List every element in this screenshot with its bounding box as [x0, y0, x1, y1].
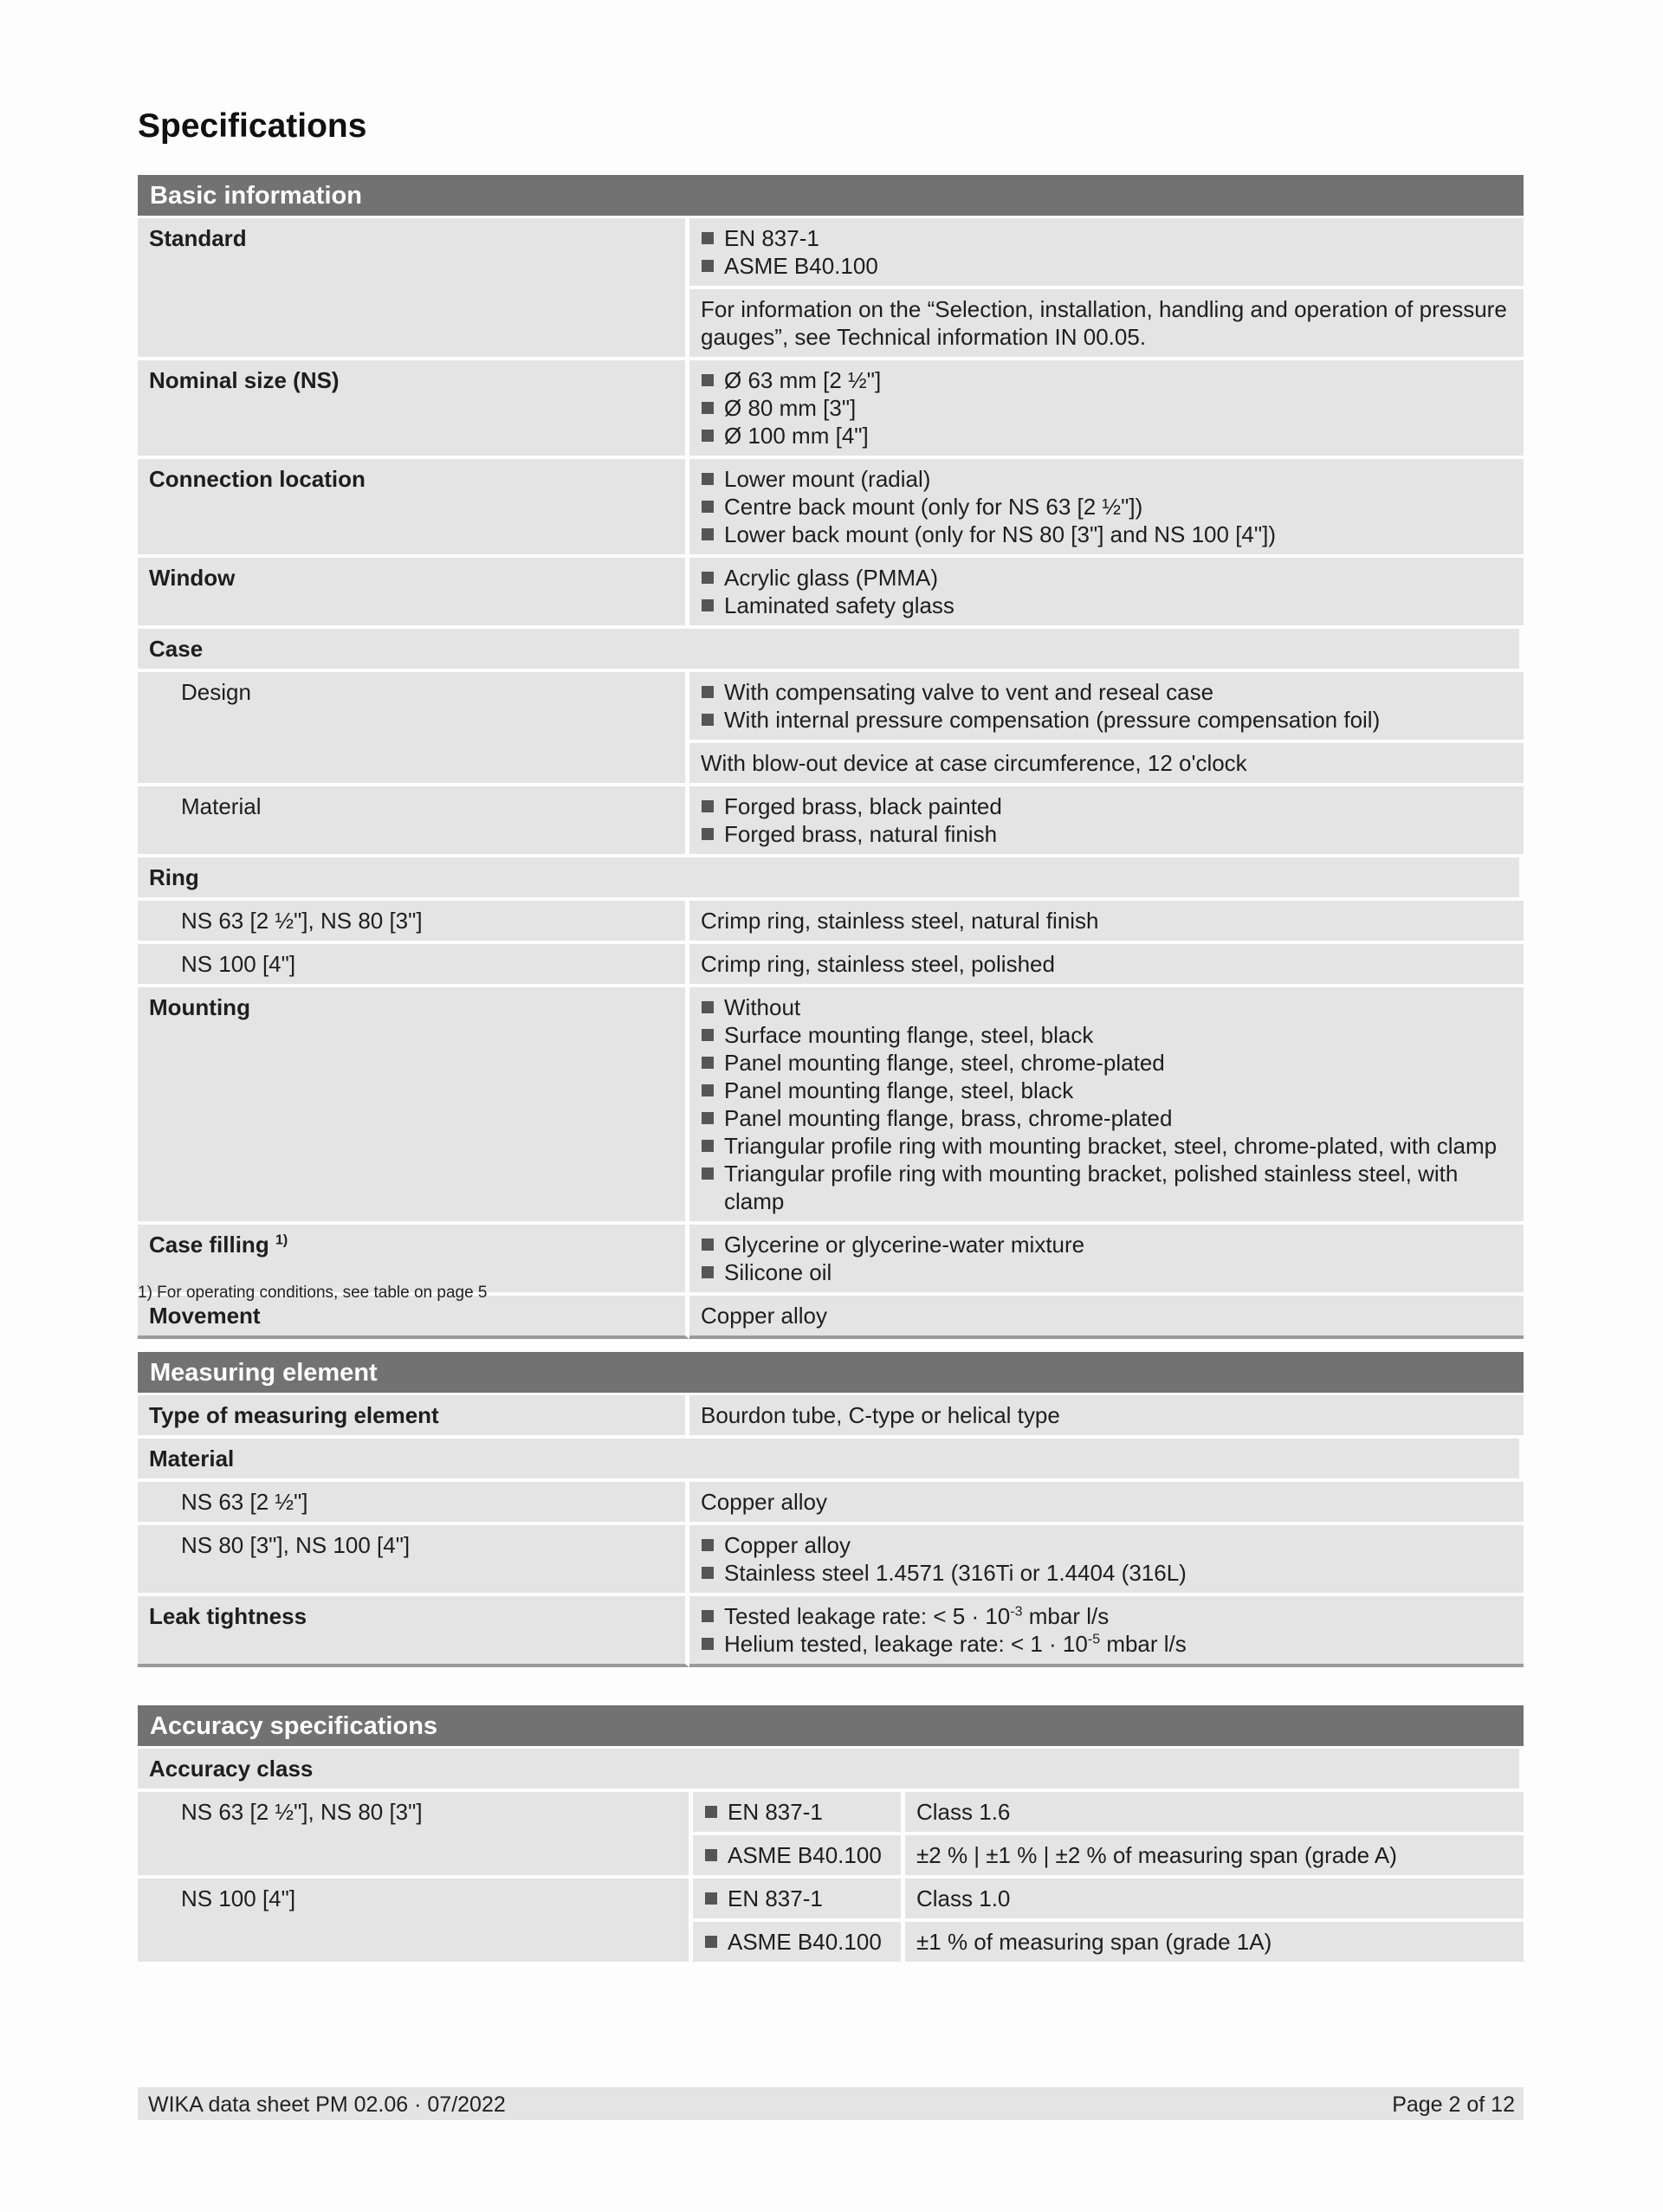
- row-label-case: Case: [138, 629, 1524, 672]
- list-item: Without: [701, 993, 1512, 1021]
- row-label-material-ns63: NS 63 [2 ½"]: [138, 1482, 689, 1525]
- row-value-leak-tightness: [689, 1596, 1524, 1667]
- footer-datasheet-ref: WIKA data sheet PM 02.06 · 07/2022: [148, 2092, 506, 2117]
- row-label-accuracy-ns100: NS 100 [4"]: [138, 1879, 693, 1965]
- table-row: [138, 629, 1524, 672]
- page-footer: [138, 2087, 1524, 2120]
- page-title: Specifications: [138, 107, 367, 145]
- table-row: [138, 672, 1524, 743]
- table-row: [138, 218, 1524, 289]
- row-label-case-design: Design: [138, 672, 689, 786]
- row-label-window: Window: [138, 558, 689, 629]
- list-item: Glycerine or glycerine-water mixture: [701, 1231, 1512, 1258]
- list-item: Panel mounting flange, steel, chrome-plated: [701, 1049, 1512, 1077]
- accuracy-value: ±1 % of measuring span (grade 1A): [905, 1922, 1524, 1965]
- section-header-basic: Basic information: [138, 175, 1524, 218]
- section-header-accuracy: Accuracy specifications: [138, 1705, 1524, 1749]
- row-label-accuracy-class: Accuracy class: [138, 1749, 1524, 1792]
- row-label-case-material: Material: [138, 786, 689, 857]
- row-label-ring-ns100: NS 100 [4"]: [138, 944, 689, 987]
- measuring-element-table: [138, 1352, 1524, 1667]
- row-value-material-ns80-100: [689, 1525, 1524, 1596]
- row-label-measuring-type: Type of measuring element: [138, 1395, 689, 1439]
- basic-information-table: [138, 175, 1524, 1339]
- list-item: Silicone oil: [701, 1258, 1512, 1286]
- table-row: [138, 857, 1524, 901]
- list-item: Triangular profile ring with mounting bracket, steel, chrome-plated, with clamp: [701, 1132, 1512, 1160]
- list-item: Ø 80 mm [3"]: [701, 394, 1512, 422]
- list-item: Copper alloy: [701, 1531, 1512, 1559]
- list-item: ASME B40.100: [704, 1928, 890, 1956]
- accuracy-standard: [693, 1922, 905, 1965]
- list-item: With internal pressure compensation (pressure compensation foil): [701, 706, 1512, 734]
- list-item: ASME B40.100: [701, 252, 1512, 280]
- list-item: Panel mounting flange, brass, chrome-plated: [701, 1104, 1512, 1132]
- leak-rate-2-exponent: -5: [1087, 1632, 1101, 1647]
- row-label-connection: Connection location: [138, 459, 689, 558]
- list-item: With compensating valve to vent and reseal case: [701, 678, 1512, 706]
- list-item: Triangular profile ring with mounting bracket, polished stainless steel, with clamp: [701, 1160, 1512, 1215]
- row-label-mounting: Mounting: [138, 987, 689, 1225]
- table-row: [138, 459, 1524, 558]
- list-item: EN 837-1: [704, 1885, 890, 1912]
- leak-rate-1-exponent: -3: [1010, 1604, 1023, 1620]
- list-item: Ø 63 mm [2 ½"]: [701, 366, 1512, 394]
- leak-rate-2-suffix: mbar l/s: [1100, 1631, 1187, 1657]
- table-row: [138, 1395, 1524, 1439]
- table-row: [138, 1439, 1524, 1482]
- table-row: [138, 1879, 1524, 1922]
- row-note-case-design: With blow-out device at case circumference, 12 o'clock: [689, 743, 1524, 786]
- leak-rate-2-prefix: Helium tested, leakage rate: < 1 · 10: [724, 1631, 1088, 1657]
- accuracy-specifications-table: [138, 1705, 1524, 1965]
- row-value-nominal-size: [689, 360, 1524, 459]
- list-item: Acrylic glass (PMMA): [701, 564, 1512, 592]
- table-row: [138, 360, 1524, 459]
- accuracy-value: ±2 % | ±1 % | ±2 % of measuring span (grade A): [905, 1835, 1524, 1879]
- table-row: [138, 786, 1524, 857]
- row-value-movement: Copper alloy: [689, 1296, 1524, 1339]
- list-item: Surface mounting flange, steel, black: [701, 1021, 1512, 1049]
- row-value-case-material: [689, 786, 1524, 857]
- case-filling-label-text: Case filling: [149, 1232, 269, 1258]
- list-item: Stainless steel 1.4571 (316Ti or 1.4404 (316L): [701, 1559, 1512, 1587]
- row-value-standard: [689, 218, 1524, 289]
- accuracy-value: Class 1.0: [905, 1879, 1524, 1922]
- table-row: [138, 1596, 1524, 1667]
- list-item: Lower mount (radial): [701, 465, 1512, 493]
- row-label-ring: Ring: [138, 857, 1524, 901]
- row-value-ring-ns63-80: Crimp ring, stainless steel, natural finish: [689, 901, 1524, 944]
- row-label-nominal-size: Nominal size (NS): [138, 360, 689, 459]
- row-value-mounting: [689, 987, 1524, 1225]
- footer-page-number: Page 2 of 12: [1392, 2092, 1515, 2117]
- row-value-ring-ns100: Crimp ring, stainless steel, polished: [689, 944, 1524, 987]
- list-item: Panel mounting flange, steel, black: [701, 1077, 1512, 1104]
- section-header-measuring: Measuring element: [138, 1352, 1524, 1395]
- table-row: [138, 987, 1524, 1225]
- footnote: 1) For operating conditions, see table on page 5: [138, 1284, 488, 1302]
- footnote-mark: 1): [275, 1232, 288, 1248]
- row-label-accuracy-ns63-80: NS 63 [2 ½"], NS 80 [3"]: [138, 1792, 693, 1879]
- row-note-standard: For information on the “Selection, installation, handling and operation of pressure gauges”, see Technical information IN 00.05.: [689, 289, 1524, 360]
- accuracy-standard: [693, 1879, 905, 1922]
- leak-rate-1-prefix: Tested leakage rate: < 5 · 10: [724, 1603, 1011, 1629]
- row-value-case-design: [689, 672, 1524, 743]
- row-label-material-ns80-100: NS 80 [3"], NS 100 [4"]: [138, 1525, 689, 1596]
- row-value-case-filling: [689, 1225, 1524, 1296]
- row-label-standard: Standard: [138, 218, 689, 360]
- row-label-leak-tightness: Leak tightness: [138, 1596, 689, 1667]
- row-label-movement: Movement: [138, 1296, 689, 1339]
- list-item: Laminated safety glass: [701, 592, 1512, 619]
- row-value-window: [689, 558, 1524, 629]
- leak-rate-1-suffix: mbar l/s: [1022, 1603, 1110, 1629]
- row-value-material-ns63: Copper alloy: [689, 1482, 1524, 1525]
- list-item: [701, 1602, 1512, 1630]
- table-row: [138, 1525, 1524, 1596]
- list-item: EN 837-1: [701, 224, 1512, 252]
- list-item: Lower back mount (only for NS 80 [3"] and NS 100 [4"]): [701, 521, 1512, 548]
- table-row: [138, 944, 1524, 987]
- row-value-connection: [689, 459, 1524, 558]
- list-item: EN 837-1: [704, 1798, 890, 1826]
- table-row: [138, 1749, 1524, 1792]
- list-item: [701, 1630, 1512, 1658]
- table-row: [138, 1482, 1524, 1525]
- row-value-measuring-type: Bourdon tube, C-type or helical type: [689, 1395, 1524, 1439]
- list-item: ASME B40.100: [704, 1841, 890, 1869]
- list-item: Centre back mount (only for NS 63 [2 ½"]): [701, 493, 1512, 521]
- accuracy-value: Class 1.6: [905, 1792, 1524, 1835]
- row-label-ring-ns63-80: NS 63 [2 ½"], NS 80 [3"]: [138, 901, 689, 944]
- list-item: Forged brass, black painted: [701, 792, 1512, 820]
- accuracy-standard: [693, 1792, 905, 1835]
- table-row: [138, 558, 1524, 629]
- list-item: Ø 100 mm [4"]: [701, 422, 1512, 450]
- table-row: [138, 1792, 1524, 1835]
- row-label-measuring-material: Material: [138, 1439, 1524, 1482]
- accuracy-standard: [693, 1835, 905, 1879]
- table-row: [138, 901, 1524, 944]
- list-item: Forged brass, natural finish: [701, 820, 1512, 848]
